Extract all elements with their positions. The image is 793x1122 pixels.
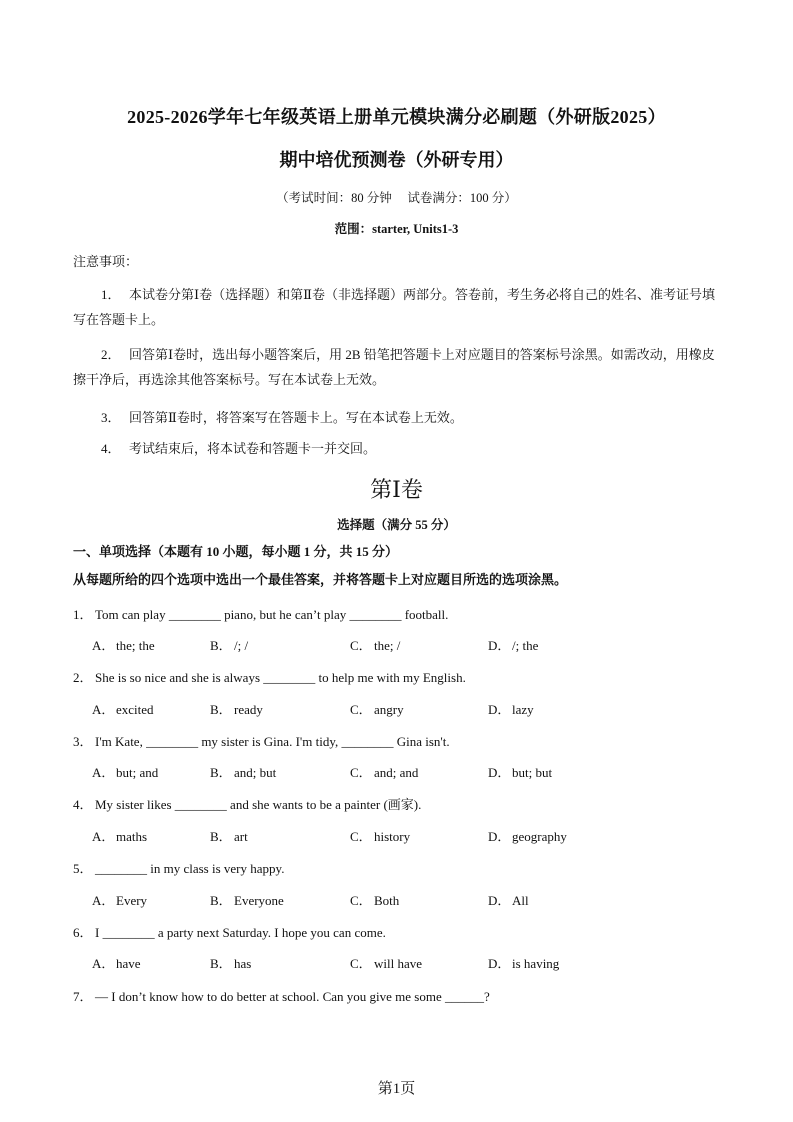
option-text: Both	[374, 893, 400, 908]
option-d	[488, 890, 529, 909]
notice-item-number: 3．	[101, 410, 121, 425]
option-text: and; and	[374, 765, 419, 780]
question-stem	[73, 604, 448, 623]
notice-item-text: 考试结束后，将本试卷和答题卡一并交回。	[129, 441, 377, 456]
question-number: 4．	[73, 797, 93, 812]
option-text: art	[234, 829, 248, 844]
option-a	[92, 953, 141, 972]
notice-item-number: 2．	[101, 347, 121, 362]
option-text: lazy	[512, 702, 534, 717]
option-letter: D．	[488, 765, 511, 780]
option-letter: C．	[350, 702, 372, 717]
option-text: is having	[512, 956, 560, 971]
option-letter: B．	[210, 956, 232, 971]
question-stem	[73, 858, 284, 877]
option-text: /; the	[512, 638, 539, 653]
question-text: I ________ a party next Saturday. I hope you can come.	[95, 925, 386, 940]
notice-item-text: 回答第Ⅰ卷时，选出每小题答案后，用 2B 铅笔把答题卡上对应题目的答案标号涂黑。如需改动，用橡皮擦干净后，再选涂其他答案标号。写在本试卷上无效。	[73, 347, 715, 387]
option-letter: A．	[92, 829, 115, 844]
option-letter: A．	[92, 956, 115, 971]
option-text: All	[512, 893, 529, 908]
exam-scope: 范围：starter, Units1-3	[334, 222, 459, 236]
option-a	[92, 635, 155, 654]
instruction-text: 从每题所给的四个选项中选出一个最佳答案，并将答题卡上对应题目所选的选项涂黑。	[73, 572, 568, 587]
option-text: maths	[116, 829, 148, 844]
option-d	[488, 699, 534, 718]
page-number: 第1页	[377, 1081, 416, 1097]
option-a	[92, 890, 147, 909]
option-b	[210, 826, 248, 845]
option-letter: A．	[92, 893, 115, 908]
option-text: have	[116, 956, 141, 971]
question-text: ________ in my class is very happy.	[95, 861, 285, 876]
notice-heading: 注意事项：	[73, 254, 139, 269]
option-d	[488, 762, 552, 781]
notice-item	[73, 342, 721, 392]
option-text: Everyone	[234, 893, 284, 908]
option-letter: C．	[350, 638, 372, 653]
question-stem	[73, 986, 490, 1005]
option-b	[210, 699, 263, 718]
exam-subtitle: 期中培优预测卷（外研专用）	[279, 150, 514, 170]
option-letter: D．	[488, 702, 511, 717]
option-text: but; and	[116, 765, 159, 780]
question-number: 3．	[73, 734, 93, 749]
option-text: and; but	[234, 765, 277, 780]
option-letter: C．	[350, 893, 372, 908]
option-letter: D．	[488, 638, 511, 653]
option-text: ready	[234, 702, 263, 717]
option-letter: D．	[488, 893, 511, 908]
option-letter: C．	[350, 829, 372, 844]
exam-info: （考试时间：80 分钟 试卷满分：100 分）	[276, 191, 517, 205]
option-a	[92, 826, 147, 845]
question-number: 1．	[73, 607, 93, 622]
notice-item-number: 4．	[101, 441, 121, 456]
option-d	[488, 826, 567, 845]
option-b	[210, 762, 276, 781]
question-number: 5．	[73, 861, 93, 876]
option-d	[488, 953, 559, 972]
option-c	[350, 826, 410, 845]
option-text: history	[374, 829, 411, 844]
notice-item-number: 1．	[101, 287, 121, 302]
option-b	[210, 635, 248, 654]
notice-item-text: 本试卷分第Ⅰ卷（选择题）和第Ⅱ卷（非选择题）两部分。答卷前，考生务必将自己的姓名、准考证号填写在答题卡上。	[73, 287, 715, 327]
option-letter: B．	[210, 829, 232, 844]
option-text: has	[234, 956, 252, 971]
question-text: Tom can play ________ piano, but he can’t play ________ football.	[95, 607, 449, 622]
notice-item-text: 回答第Ⅱ卷时，将答案写在答题卡上。写在本试卷上无效。	[129, 410, 463, 425]
question-number: 2．	[73, 670, 93, 685]
option-text: the; /	[374, 638, 401, 653]
question-stem	[73, 794, 421, 813]
option-letter: C．	[350, 956, 372, 971]
question-number: 7．	[73, 989, 93, 1004]
option-text: the; the	[116, 638, 155, 653]
question-stem	[73, 667, 466, 686]
option-c	[350, 699, 404, 718]
question-stem	[73, 922, 386, 941]
option-letter: A．	[92, 638, 115, 653]
part-heading: 一、单项选择（本题有 10 小题，每小题 1 分，共 15 分）	[73, 544, 399, 559]
option-d	[488, 635, 538, 654]
question-text: I'm Kate, ________ my sister is Gina. I'm tidy, ________ Gina isn't.	[95, 734, 450, 749]
option-text: Every	[116, 893, 148, 908]
option-c	[350, 635, 400, 654]
notice-item	[73, 282, 721, 332]
option-letter: B．	[210, 765, 232, 780]
volume-title: 第Ⅰ卷	[370, 477, 423, 502]
option-a	[92, 762, 158, 781]
option-b	[210, 953, 251, 972]
option-c	[350, 953, 422, 972]
option-letter: B．	[210, 893, 232, 908]
question-number: 6．	[73, 925, 93, 940]
option-a	[92, 699, 154, 718]
option-c	[350, 762, 418, 781]
option-letter: B．	[210, 702, 232, 717]
option-text: but; but	[512, 765, 553, 780]
option-b	[210, 890, 284, 909]
option-letter: D．	[488, 956, 511, 971]
option-letter: A．	[92, 702, 115, 717]
option-letter: C．	[350, 765, 372, 780]
question-stem	[73, 731, 450, 750]
option-text: excited	[116, 702, 154, 717]
option-letter: D．	[488, 829, 511, 844]
question-text: — I don’t know how to do better at school. Can you give me some ______?	[95, 989, 490, 1004]
option-c	[350, 890, 399, 909]
exam-title: 2025-2026学年七年级英语上册单元模块满分必刷题（外研版2025）	[127, 107, 666, 127]
question-text: My sister likes ________ and she wants to be a painter (画家).	[95, 797, 422, 812]
question-text: She is so nice and she is always ________ to help me with my English.	[95, 670, 466, 685]
section-heading: 选择题（满分 55 分）	[337, 518, 456, 532]
notice-item	[73, 405, 721, 430]
option-letter: A．	[92, 765, 115, 780]
option-text: will have	[374, 956, 423, 971]
notice-item	[73, 436, 721, 461]
option-text: angry	[374, 702, 404, 717]
option-text: geography	[512, 829, 567, 844]
option-text: /; /	[234, 638, 249, 653]
option-letter: B．	[210, 638, 232, 653]
